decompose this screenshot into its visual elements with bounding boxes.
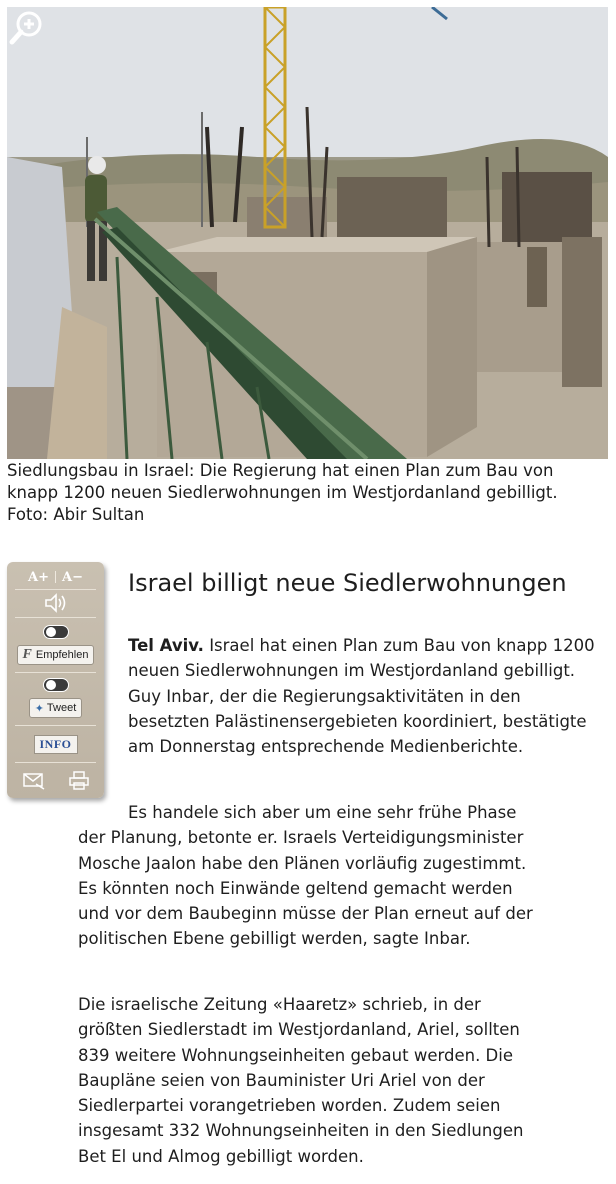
article-toolbox [7, 562, 104, 798]
dateline: Tel Aviv. [128, 636, 204, 655]
twitter-bird-icon: ✦ [34, 702, 44, 715]
speaker-icon[interactable] [43, 593, 69, 613]
caption-text: Siedlungsbau in Israel: Die Regierung hat einen Plan zum Bau von knapp 1200 neuen Siedlerwohnungen im Westjordanland gebilligt. [7, 461, 558, 502]
print-icon[interactable] [68, 770, 90, 790]
construction-site-image [7, 7, 608, 459]
tweet-label: Tweet [46, 702, 77, 714]
photo-caption [7, 460, 607, 526]
facebook-label: Empfehlen [35, 649, 89, 661]
font-size-controls [7, 567, 104, 587]
article-paragraph-3: Die israelische Zeitung «Haaretz» schrieb, in der größten Siedlerstadt im Westjordanland, Ariel, sollten 839 weitere Wohnungseinheiten gebaut werden. Die Baupläne seien von Bauminister Uri Ariel von der Siedlerpartei vorangetrieben worden. Zudem seien insgesamt 332 Wohnungseinheiten in den Siedlungen Bet El und Almog gebilligt worden. [78, 995, 524, 1166]
toolbox-divider [15, 725, 96, 726]
facebook-toggle[interactable] [43, 625, 69, 639]
article-paragraph-2: Es handele sich aber um eine sehr frühe Phase der Planung, betonte er. Israels Verteidigungsminister Mosche Jaalon habe den Plänen vorläufig zugestimmt. Es könnten noch Einwände geltend gemacht werden und vor dem Baubeginn müsse der Plan erneut auf der politischen Ebene gebilligt werden, sagte Inbar. [78, 803, 533, 949]
font-decrease-button[interactable]: A− [62, 569, 83, 585]
facebook-icon: F [22, 647, 32, 662]
tweet-button[interactable] [29, 698, 83, 718]
font-increase-button[interactable]: A+ [28, 569, 49, 585]
facebook-recommend-button[interactable] [17, 645, 95, 665]
article-headline: Israel billigt neue Siedlerwohnungen [128, 569, 567, 597]
info-button[interactable]: INFO [34, 735, 78, 754]
mail-icon[interactable] [22, 770, 46, 790]
twitter-toggle[interactable] [43, 678, 69, 692]
toolbox-divider [15, 617, 96, 618]
toolbox-divider [15, 762, 96, 763]
article-paragraph-1 [128, 633, 598, 759]
zoom-in-icon[interactable] [7, 7, 47, 47]
article-photo[interactable] [7, 7, 608, 459]
photo-credit: Foto: Abir Sultan [7, 505, 145, 524]
toolbox-divider [15, 589, 96, 590]
paragraph-1-text: Israel hat einen Plan zum Bau von knapp 1200 neuen Siedlerwohnungen im Westjordanland gebilligt. Guy Inbar, der die Regierungsaktivitäten in den besetzten Palästinensergebieten koordiniert, bestätigte am Donnerstag entsprechende Medienberichte. [128, 636, 595, 757]
toolbox-divider [15, 672, 96, 673]
